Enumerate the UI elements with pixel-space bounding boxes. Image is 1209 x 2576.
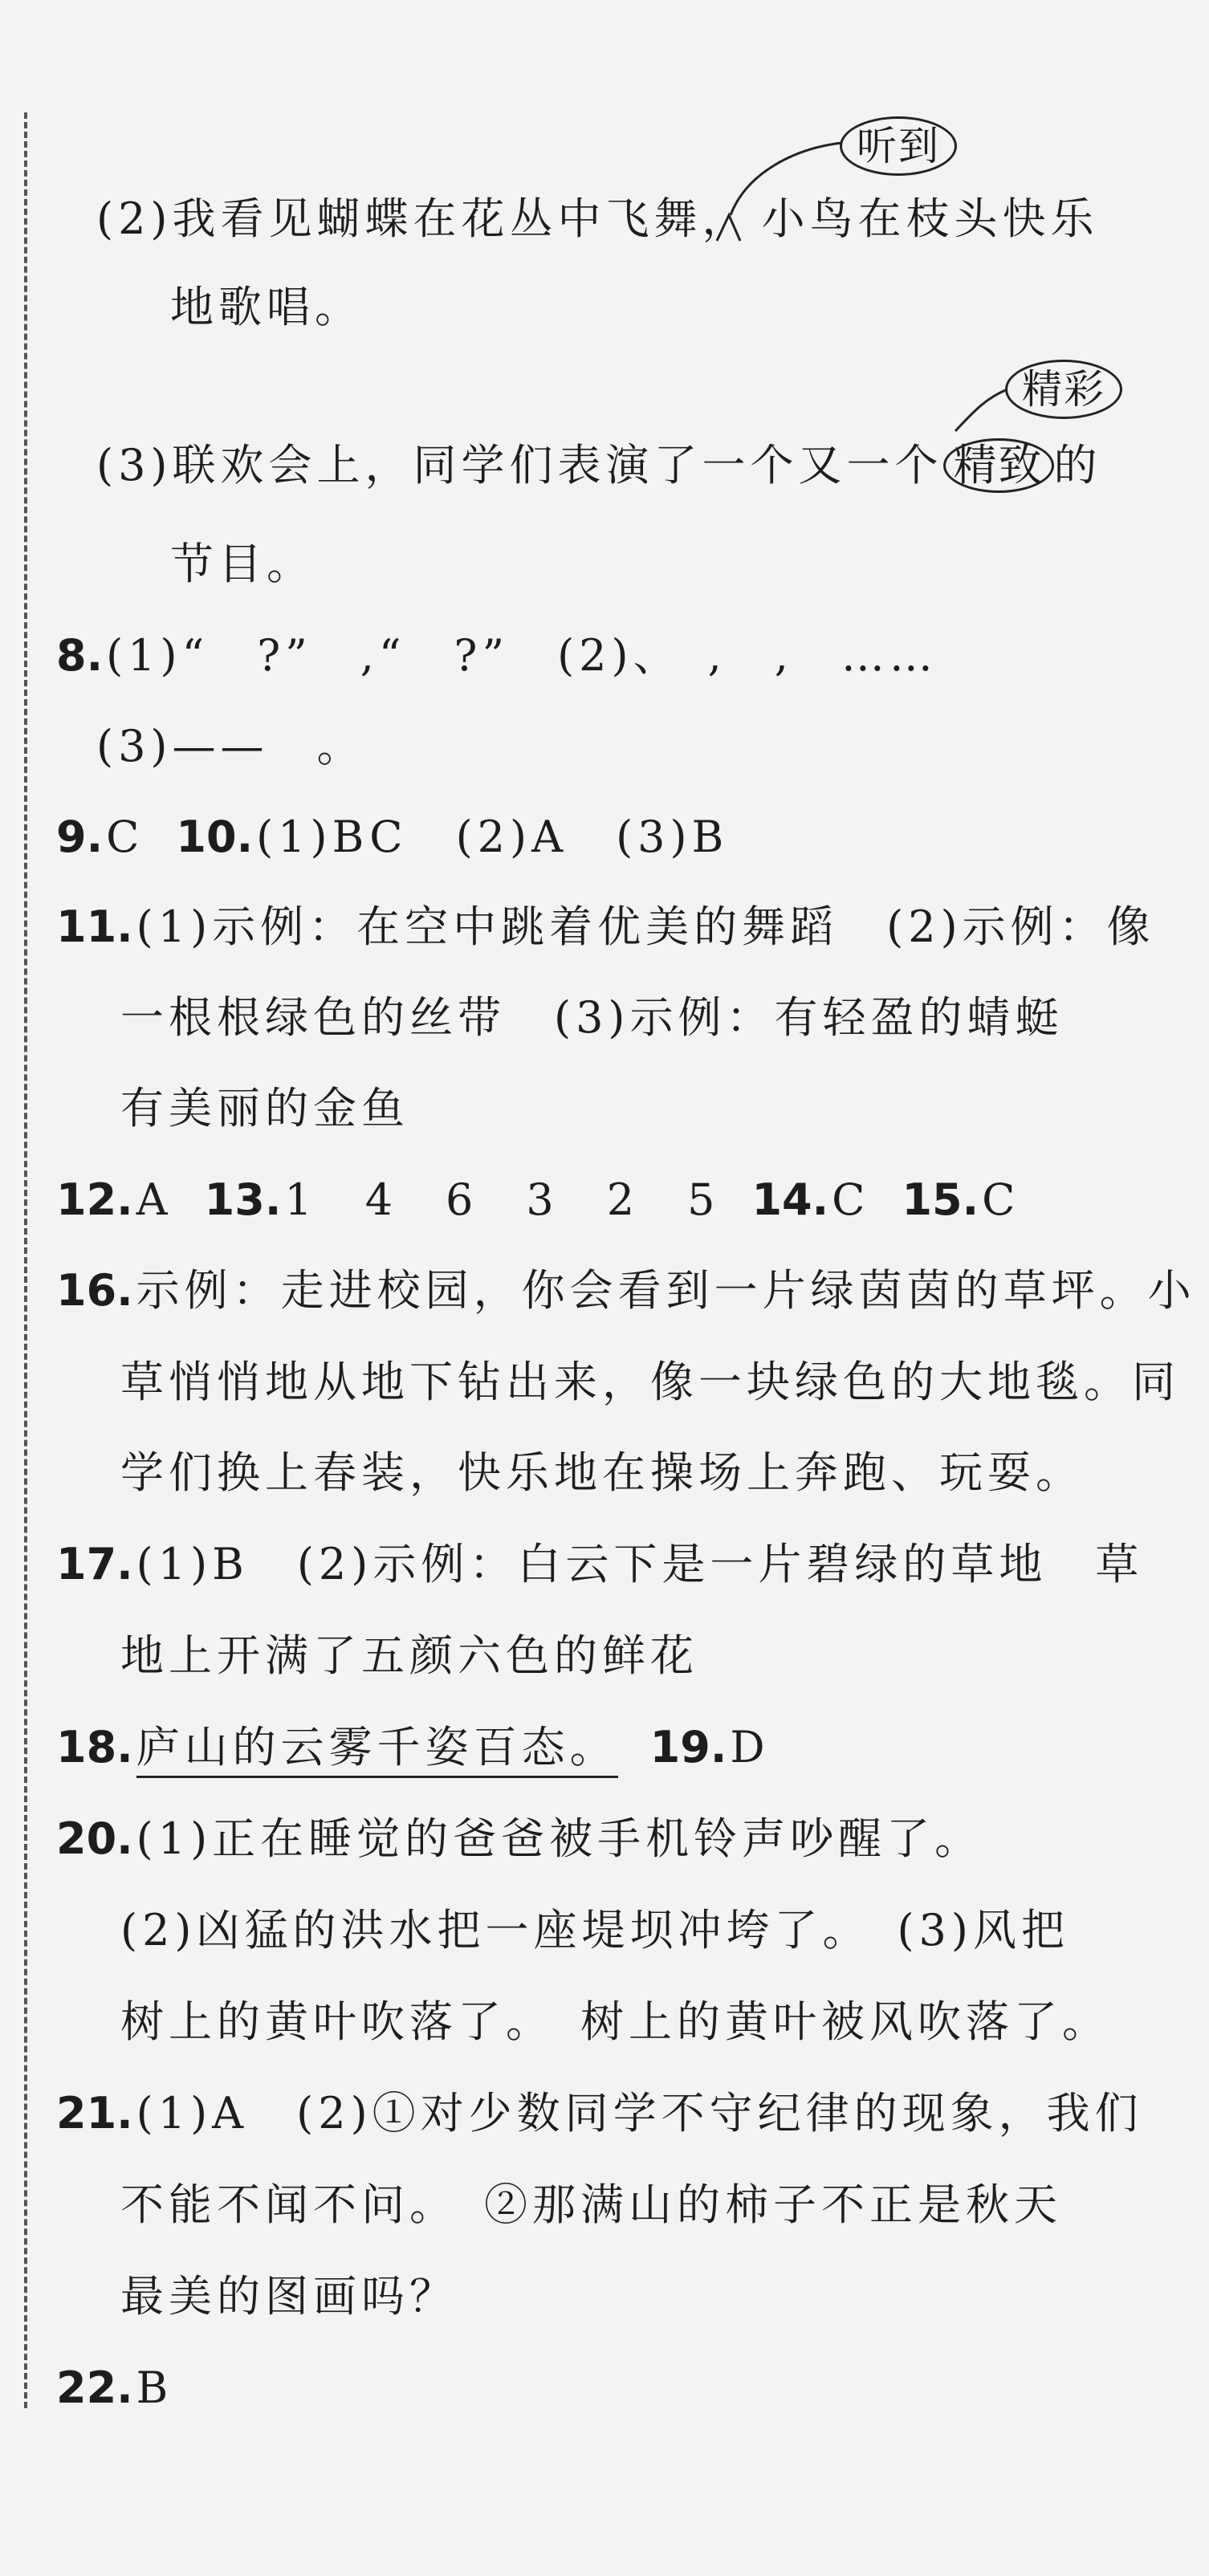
item13-number: 13.	[204, 1174, 282, 1225]
item16-line3: 学们换上春装，快乐地在操场上奔跑、玩耍。	[120, 1447, 1084, 1498]
item7-2-line1	[96, 191, 1099, 247]
circled-word: 精致	[943, 438, 1054, 493]
correction-curve	[955, 389, 1007, 431]
item22-number: 22.	[56, 2362, 133, 2413]
item14-answer: C	[832, 1174, 870, 1225]
item21-line2: 不能不闻不问。 ②那满山的柿子不正是秋天	[120, 2179, 1062, 2230]
item16-answer1: 示例：走进校园，你会看到一片绿茵茵的草坪。小	[136, 1265, 1196, 1316]
item20-line2: (2)凶猛的洪水把一座堤坝冲垮了。 (3)风把	[120, 1905, 1069, 1955]
item18-answer: 庐山的云雾千姿百态。	[136, 1722, 618, 1778]
item21-line1	[56, 2086, 1143, 2142]
item11-answer1: (1)示例：在空中跳着优美的舞蹈 (2)示例：像	[136, 901, 1155, 952]
item12-number: 12.	[56, 1174, 133, 1225]
item8-line1	[56, 628, 938, 684]
item13-answer: 1 4 6 3 2 5	[284, 1174, 720, 1225]
item21-answer1: (1)A (2)①对少数同学不守纪律的现象，我们	[136, 2088, 1143, 2139]
item7-3-before: (3)联欢会上，同学们表演了一个又一个	[96, 440, 943, 490]
item9-10-line	[56, 809, 728, 865]
item14-number: 14.	[751, 1174, 829, 1225]
item17-number: 17.	[56, 1539, 133, 1589]
item18-number: 18.	[56, 1722, 133, 1772]
item11-number: 11.	[56, 901, 133, 952]
item20-line1	[56, 1811, 983, 1867]
margin-dashed-line	[24, 112, 27, 2408]
item17-line2: 地上开满了五颜六色的鲜花	[120, 1630, 698, 1681]
item11-line3: 有美丽的金鱼	[120, 1083, 409, 1133]
item9-answer: C	[106, 812, 145, 862]
item8-number: 8.	[56, 630, 104, 681]
item15-number: 15.	[902, 1174, 979, 1225]
item7-2-before: (2)我看见蝴蝶在花丛中飞舞，	[96, 193, 751, 244]
item7-2-line2: 地歌唱。	[170, 282, 363, 332]
item20-answer1: (1)正在睡觉的爸爸被手机铃声吵醒了。	[136, 1813, 983, 1864]
item7-3-line1	[96, 437, 1102, 494]
correction-word-bubble: 精彩	[1005, 360, 1122, 419]
item22-answer: B	[136, 2362, 173, 2413]
item22-line	[56, 2360, 173, 2416]
item16-number: 16.	[56, 1265, 133, 1316]
item17-line1	[56, 1536, 1143, 1593]
item16-line2: 草悄悄地从地下钻出来，像一块绿色的大地毯。同	[120, 1357, 1180, 1407]
item8-answer1: (1)“ ?” ,“ ?” (2)、 , , ……	[106, 630, 938, 681]
item19-answer: D	[730, 1722, 770, 1772]
item18-19-line	[56, 1719, 770, 1776]
item9-number: 9.	[56, 812, 104, 862]
insert-word-bubble: 听到	[840, 116, 957, 176]
item10-answer: (1)BC (2)A (3)B	[256, 812, 729, 862]
item10-number: 10.	[176, 812, 254, 862]
item17-answer1: (1)B (2)示例：白云下是一片碧绿的草地 草	[136, 1539, 1144, 1589]
item8-line2: (3)—— 。	[96, 721, 365, 771]
item20-number: 20.	[56, 1813, 133, 1864]
item21-line3: 最美的图画吗？	[120, 2271, 458, 2322]
item20-line3: 树上的黄叶吹落了。 树上的黄叶被风吹落了。	[120, 1996, 1110, 2047]
item7-3-line2: 节目。	[170, 539, 315, 589]
item21-number: 21.	[56, 2088, 133, 2139]
item11-line2: 一根根绿色的丝带 (3)示例：有轻盈的蜻蜓	[120, 992, 1064, 1043]
item7-3-after: 的	[1053, 440, 1102, 490]
item12-15-line	[56, 1172, 1020, 1228]
item16-line1	[56, 1263, 1196, 1319]
item12-answer: A	[136, 1174, 173, 1225]
item7-2-after: 小鸟在枝头快乐	[761, 193, 1099, 244]
item19-number: 19.	[649, 1722, 727, 1772]
item15-answer: C	[982, 1174, 1020, 1225]
item11-line1	[56, 899, 1155, 955]
